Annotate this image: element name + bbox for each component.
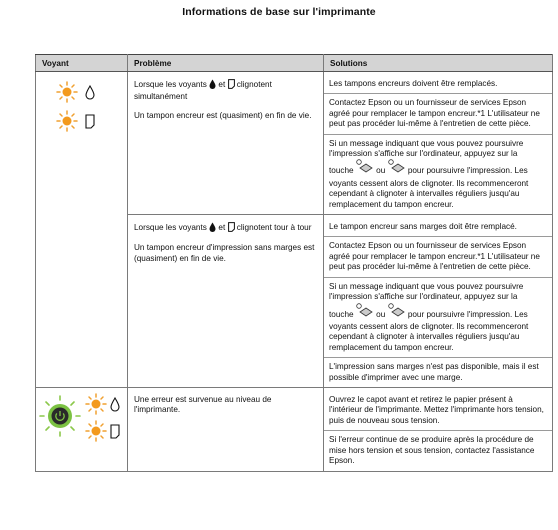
solution-item: Contactez Epson ou un fournisseur de services Epson agréé pour remplacer le tampon encreur.*1 L'utilisateur ne peut pas procéder lui-même à l'entretien de cette pièce.	[324, 94, 552, 134]
page-title: Informations de base sur l'imprimante	[182, 6, 376, 18]
ink-drop-icon	[111, 398, 119, 411]
blinking-lamp-icon	[57, 82, 77, 102]
solution-item: Ouvrez le capot avant et retirez le papier présent à l'intérieur de l'imprimante. Mettez l'imprimante hors tension, puis de nouveau sous tension.	[324, 388, 552, 431]
paper-icon	[86, 115, 94, 128]
ink-drop-icon	[209, 79, 216, 92]
ink-drop-icon	[86, 86, 94, 99]
status-lights-table	[35, 54, 553, 472]
stop-reset-button-icon	[388, 303, 406, 322]
power-button-icon	[40, 396, 80, 436]
lamp-cell	[36, 387, 128, 471]
blinking-lamp-icon	[86, 394, 106, 414]
solution-item: Si un message indiquant que vous pouvez poursuivre l'impression s'affiche sur l'ordinateur, appuyez sur la touche ou pour poursuivre l'impression. Les voyants cessent alors de clignoter. Ils recommenceront cependant à clignoter à intervalles réguliers jusqu'au remplacement du tampon encreur.	[324, 278, 552, 358]
blinking-lamp-icon	[86, 421, 106, 441]
solution-item: Contactez Epson ou un fournisseur de services Epson agréé pour remplacer le tampon encreur.*1 L'utilisateur ne peut pas procéder lui-même à l'entretien de cette pièce.	[324, 237, 552, 277]
solutions-cell	[324, 387, 553, 471]
stop-reset-button-icon	[356, 159, 374, 178]
paper-icon	[111, 425, 119, 438]
header-solutions: Solutions	[324, 55, 553, 72]
stop-reset-button-icon	[356, 303, 374, 322]
lamp-indicator-pair	[36, 72, 128, 152]
header-voyant: Voyant	[36, 55, 128, 72]
header-probleme: Problème	[128, 55, 324, 72]
solutions-cell	[324, 215, 553, 388]
solution-item: Les tampons encreurs doivent être remplacés.	[324, 72, 552, 94]
lamp-indicator-group	[36, 388, 128, 468]
paper-icon	[228, 79, 235, 92]
problem-cell: Une erreur est survenue au niveau de l'imprimante.	[128, 387, 324, 471]
blinking-lamp-icon	[57, 111, 77, 131]
solution-item: Le tampon encreur sans marges doit être remplacé.	[324, 215, 552, 237]
table-row	[36, 387, 553, 471]
solution-item: L'impression sans marges n'est pas disponible, mais il est possible d'imprimer avec une marge.	[329, 362, 539, 382]
solutions-cell	[324, 72, 553, 215]
table-row	[36, 72, 553, 215]
table-header-row	[36, 55, 553, 72]
problem-cell: Lorsque les voyants et clignotent tour à tour Un tampon encreur d'impression sans marges est (quasiment) en fin de vie.	[128, 215, 324, 388]
solution-item: Si l'erreur continue de se produire après la procédure de mise hors tension et sous tension, contactez l'assistance Epson.	[329, 435, 535, 465]
problem-cell: Lorsque les voyants et clignotent simultanément Un tampon encreur est (quasiment) en fin de vie.	[128, 72, 324, 215]
lamp-cell	[36, 72, 128, 388]
stop-reset-button-icon	[388, 159, 406, 178]
solution-item: Si un message indiquant que vous pouvez poursuivre l'impression s'affiche sur l'ordinateur, appuyez sur la touche ou pour poursuivre l'impression. Les voyants cessent alors de clignoter. Ils recommenceront cependant à clignoter à intervalles réguliers jusqu'au remplacement du tampon encreur.	[329, 138, 529, 209]
ink-drop-icon	[209, 222, 216, 235]
paper-icon	[228, 222, 235, 235]
